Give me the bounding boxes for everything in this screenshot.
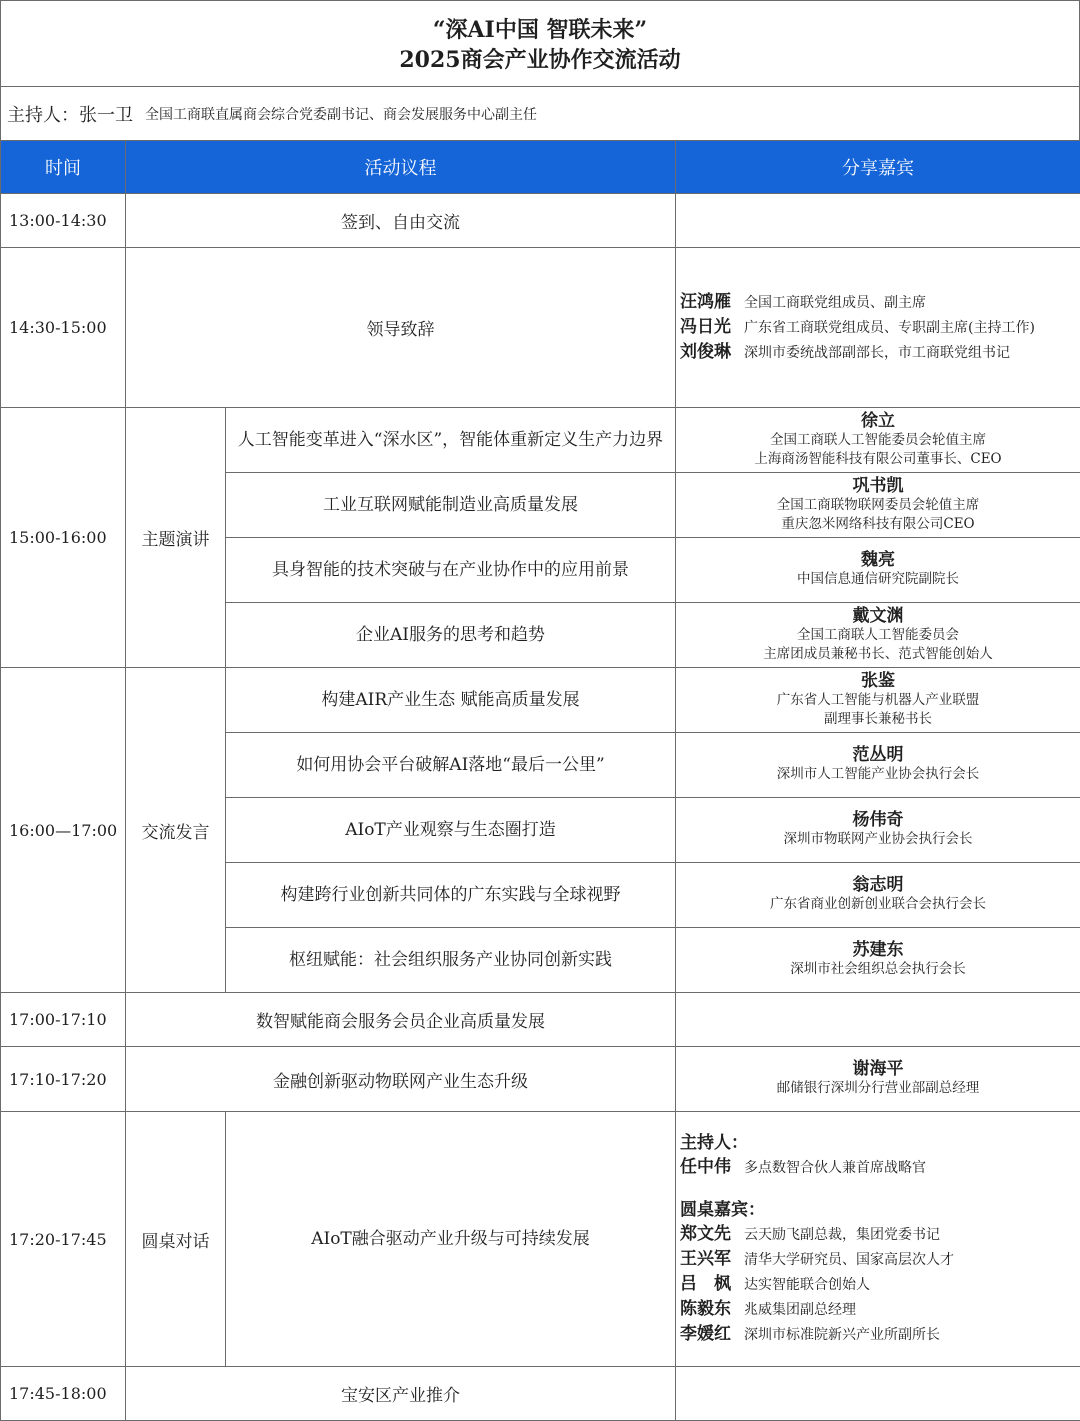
talk-topic: AIoT融合驱动产业升级与可持续发展 (226, 1112, 676, 1367)
host-label: 主持人： (7, 104, 79, 126)
speaker-name: 谢海平 (852, 1059, 904, 1079)
row-time: 13:00-14:30 (1, 194, 126, 248)
speaker-title: 中国信息通信研究院副院长 (797, 571, 959, 587)
row-category: 交流发言 (126, 668, 226, 993)
guest-entry (680, 290, 1080, 315)
speaker-title: 深圳市人工智能产业协会执行会长 (776, 766, 980, 782)
speaker (676, 408, 1080, 473)
guest-name: 冯日光 (680, 317, 731, 337)
guest-name: 吕 枫 (680, 1274, 731, 1294)
host-name: 张一卫 (79, 104, 133, 126)
guest-name: 刘俊琳 (680, 342, 731, 362)
row-time: 17:00-17:10 (1, 993, 126, 1047)
row-time: 16:00—17:00 (1, 668, 126, 993)
speaker (676, 603, 1080, 668)
speaker-title: 全国工商联人工智能委员会轮值主席 (770, 431, 986, 448)
event-host (0, 86, 1080, 140)
speaker-title: 全国工商联物联网委员会轮值主席 (776, 496, 980, 513)
guest-title: 多点数智合伙人兼首席战略官 (744, 1160, 926, 1176)
talk-topic: 具身智能的技术突破与在产业协作中的应用前景 (226, 538, 676, 603)
speaker (676, 538, 1080, 603)
speaker-title: 广东省人工智能与机器人产业联盟 (776, 691, 980, 708)
table-row (1, 408, 1080, 473)
event-title-line2: 2025商会产业协作交流活动 (399, 47, 681, 73)
guest-title: 达实智能联合创始人 (744, 1277, 870, 1293)
row-time: 17:10-17:20 (1, 1047, 126, 1112)
guest-entry (680, 1222, 1080, 1247)
speaker-title: 深圳市物联网产业协会执行会长 (783, 831, 973, 847)
talk-topic: 人工智能变革进入“深水区”，智能体重新定义生产力边界 (226, 408, 676, 473)
guest-title: 广东省工商联党组成员、专职副主席(主持工作) (744, 320, 1035, 336)
guest-entry (680, 1155, 1080, 1180)
row-time: 14:30-15:00 (1, 248, 126, 408)
talk-topic: 构建AIR产业生态 赋能高质量发展 (226, 668, 676, 733)
guest-name: 郑文先 (680, 1224, 731, 1244)
speaker (676, 473, 1080, 538)
guest-title: 兆威集团副总经理 (744, 1302, 856, 1318)
guest-name: 陈毅东 (680, 1299, 731, 1319)
speaker-title: 上海商汤智能科技有限公司董事长、CEO (754, 450, 1002, 467)
column-header-time: 时间 (1, 141, 126, 194)
guest-name: 汪鸿雁 (680, 292, 731, 312)
speaker-name: 苏建东 (852, 940, 904, 960)
column-header-agenda: 活动议程 (126, 141, 676, 194)
table-row (1, 194, 1080, 248)
row-time: 17:45-18:00 (1, 1367, 126, 1421)
table-row (1, 1047, 1080, 1112)
speaker-title: 全国工商联人工智能委员会 (797, 626, 959, 643)
roundtable-panel-label: 圆桌嘉宾： (680, 1200, 765, 1220)
speaker-name: 杨伟奇 (852, 810, 904, 830)
row-agenda: 签到、自由交流 (126, 194, 676, 248)
guest-entry (680, 315, 1080, 340)
row-category: 主题演讲 (126, 408, 226, 668)
speaker-title: 广东省商业创新创业联合会执行会长 (770, 896, 986, 912)
row-agenda: 数智赋能商会服务会员企业高质量发展 (126, 993, 676, 1047)
guest-name: 李媛红 (680, 1324, 731, 1344)
speaker-title: 深圳市社会组织总会执行会长 (790, 961, 966, 977)
guest-entry (680, 1322, 1080, 1347)
speaker-title: 主席团成员兼秘书长、范式智能创始人 (763, 645, 993, 662)
roundtable-guests (676, 1112, 1080, 1367)
guest-entry (680, 340, 1080, 365)
speaker-name: 魏亮 (861, 550, 895, 570)
table-row (1, 248, 1080, 408)
table-row (1, 1367, 1080, 1421)
speaker (676, 1047, 1080, 1112)
event-title-line1: “深AI中国 智联未来” (432, 17, 648, 43)
talk-topic: 如何用协会平台破解AI落地“最后一公里” (226, 733, 676, 798)
speaker-name: 戴文渊 (852, 605, 904, 626)
guest-entry (680, 1247, 1080, 1272)
speaker-name: 张鉴 (861, 670, 895, 691)
guest-entry (680, 1272, 1080, 1297)
guest-name: 任中伟 (680, 1157, 731, 1177)
speaker-name: 巩书凯 (852, 475, 904, 496)
schedule-table (0, 140, 1080, 1421)
row-agenda: 宝安区产业推介 (126, 1367, 676, 1421)
host-desc: 全国工商联直属商会综合党委副书记、商会发展服务中心副主任 (145, 106, 537, 123)
row-guests-empty (676, 194, 1080, 248)
talk-topic: 枢纽赋能：社会组织服务产业协同创新实践 (226, 928, 676, 993)
table-header (1, 141, 1080, 194)
speaker-title: 副理事长兼秘书长 (824, 710, 932, 727)
row-category: 圆桌对话 (126, 1112, 226, 1367)
roundtable-host-label: 主持人： (680, 1133, 748, 1153)
guest-title: 云天励飞副总裁，集团党委书记 (744, 1227, 940, 1243)
speaker (676, 863, 1080, 928)
talk-topic: 构建跨行业创新共同体的广东实践与全球视野 (226, 863, 676, 928)
event-title (0, 0, 1080, 86)
speaker-name: 翁志明 (852, 875, 904, 895)
speaker (676, 928, 1080, 993)
column-header-guests: 分享嘉宾 (676, 141, 1080, 194)
row-guests-empty (676, 993, 1080, 1047)
talk-topic: 工业互联网赋能制造业高质量发展 (226, 473, 676, 538)
talk-topic: AIoT产业观察与生态圈打造 (226, 798, 676, 863)
row-time: 17:20-17:45 (1, 1112, 126, 1367)
speaker (676, 668, 1080, 733)
speaker-title: 重庆忽米网络科技有限公司CEO (781, 515, 975, 532)
speaker (676, 733, 1080, 798)
spacer (680, 1180, 1080, 1198)
guest-name: 王兴军 (680, 1249, 731, 1269)
speaker-name: 徐立 (861, 410, 895, 431)
speaker (676, 798, 1080, 863)
guest-title: 全国工商联党组成员、副主席 (744, 295, 926, 311)
table-row (1, 1112, 1080, 1367)
speaker-title: 邮储银行深圳分行营业部副总经理 (776, 1080, 980, 1096)
row-guests (676, 248, 1080, 408)
guest-title: 深圳市委统战部副部长，市工商联党组书记 (744, 345, 1010, 361)
guest-title: 清华大学研究员、国家高层次人才 (744, 1252, 954, 1268)
speaker-name: 范丛明 (852, 745, 904, 765)
row-agenda: 领导致辞 (126, 248, 676, 408)
table-row (1, 668, 1080, 733)
row-guests-empty (676, 1367, 1080, 1421)
guest-title: 深圳市标准院新兴产业所副所长 (744, 1327, 940, 1343)
talk-topic: 企业AI服务的思考和趋势 (226, 603, 676, 668)
table-row (1, 993, 1080, 1047)
row-agenda: 金融创新驱动物联网产业生态升级 (126, 1047, 676, 1112)
guest-entry (680, 1297, 1080, 1322)
row-time: 15:00-16:00 (1, 408, 126, 668)
